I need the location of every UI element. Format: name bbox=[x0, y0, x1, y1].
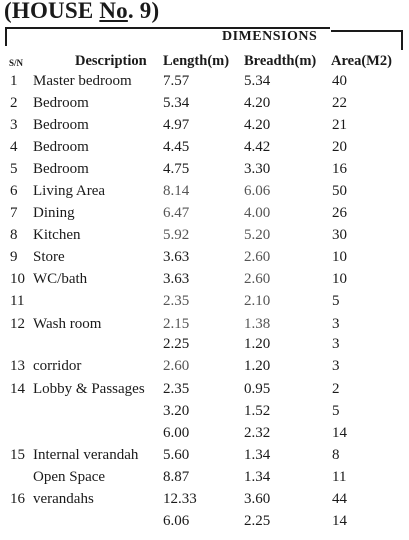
cell-length: 5.34 bbox=[163, 95, 190, 111]
table-row bbox=[0, 117, 409, 139]
table-row bbox=[0, 316, 409, 338]
table-row bbox=[0, 139, 409, 161]
cell-length: 8.14 bbox=[163, 183, 190, 199]
cell-sn: 14 bbox=[10, 381, 25, 397]
cell-length: 4.75 bbox=[163, 161, 190, 177]
cell-breadth: 2.60 bbox=[244, 249, 271, 265]
cell-length: 2.35 bbox=[163, 381, 190, 397]
cell-area: 3 bbox=[332, 316, 340, 332]
cell-description: corridor bbox=[33, 358, 82, 374]
cell-area: 22 bbox=[332, 95, 347, 111]
cell-length: 3.20 bbox=[163, 403, 190, 419]
cell-sn: 5 bbox=[10, 161, 18, 177]
cell-description: Internal verandah bbox=[33, 447, 139, 463]
cell-breadth: 1.52 bbox=[244, 403, 271, 419]
dimensions-group-header: DIMENSIONS bbox=[222, 29, 318, 44]
cell-description: Store bbox=[33, 249, 65, 265]
cell-length: 2.25 bbox=[163, 336, 190, 352]
table-row bbox=[0, 403, 409, 425]
cell-breadth: 3.60 bbox=[244, 491, 271, 507]
cell-area: 5 bbox=[332, 403, 340, 419]
table-row bbox=[0, 491, 409, 513]
cell-breadth: 2.60 bbox=[244, 271, 271, 287]
cell-description: Bedroom bbox=[33, 139, 89, 155]
cell-breadth: 1.20 bbox=[244, 336, 271, 352]
cell-sn: 3 bbox=[10, 117, 18, 133]
cell-sn: 12 bbox=[10, 316, 25, 332]
cell-description: Dining bbox=[33, 205, 75, 221]
title-prefix: (HOUSE bbox=[4, 0, 100, 23]
cell-breadth: 4.20 bbox=[244, 117, 271, 133]
cell-length: 5.92 bbox=[163, 227, 190, 243]
cell-description: Kitchen bbox=[33, 227, 81, 243]
cell-sn: 1 bbox=[10, 73, 18, 89]
dimensions-right-bracket bbox=[401, 30, 403, 50]
cell-area: 3 bbox=[332, 358, 340, 374]
table-row bbox=[0, 227, 409, 249]
cell-area: 20 bbox=[332, 139, 347, 155]
title-suffix: . 9) bbox=[127, 0, 160, 23]
cell-description: Lobby & Passages bbox=[33, 381, 145, 397]
cell-length: 4.97 bbox=[163, 117, 190, 133]
cell-area: 14 bbox=[332, 513, 347, 529]
cell-area: 21 bbox=[332, 117, 347, 133]
cell-sn: 15 bbox=[10, 447, 25, 463]
cell-sn: 8 bbox=[10, 227, 18, 243]
table-row bbox=[0, 358, 409, 380]
cell-length: 6.47 bbox=[163, 205, 190, 221]
table-row bbox=[0, 425, 409, 447]
cell-length: 8.87 bbox=[163, 469, 190, 485]
cell-description: Master bedroom bbox=[33, 73, 132, 89]
cell-length: 6.00 bbox=[163, 425, 190, 441]
dimensions-top-rule bbox=[331, 30, 402, 32]
cell-sn: 6 bbox=[10, 183, 18, 199]
cell-area: 11 bbox=[332, 469, 347, 485]
table-row bbox=[0, 293, 409, 315]
cell-sn: 13 bbox=[10, 358, 25, 374]
cell-sn: 16 bbox=[10, 491, 25, 507]
cell-area: 44 bbox=[332, 491, 347, 507]
cell-sn: 2 bbox=[10, 95, 18, 111]
cell-breadth: 1.20 bbox=[244, 358, 271, 374]
cell-breadth: 1.34 bbox=[244, 469, 271, 485]
table-row bbox=[0, 95, 409, 117]
cell-length: 6.06 bbox=[163, 513, 190, 529]
cell-length: 7.57 bbox=[163, 73, 190, 89]
cell-area: 10 bbox=[332, 271, 347, 287]
header-description: Description bbox=[75, 53, 147, 69]
table-row bbox=[0, 161, 409, 183]
cell-breadth: 0.95 bbox=[244, 381, 271, 397]
title-number-abbrev: No bbox=[99, 0, 128, 23]
cell-sn: 10 bbox=[10, 271, 25, 287]
cell-breadth: 2.25 bbox=[244, 513, 271, 529]
cell-sn: 9 bbox=[10, 249, 18, 265]
cell-length: 2.15 bbox=[163, 316, 190, 332]
cell-area: 26 bbox=[332, 205, 347, 221]
cell-length: 3.63 bbox=[163, 271, 190, 287]
table-row bbox=[0, 249, 409, 271]
cell-breadth: 5.34 bbox=[244, 73, 271, 89]
table-row bbox=[0, 205, 409, 227]
header-area: Area(M2) bbox=[331, 53, 392, 69]
table-row bbox=[0, 73, 409, 95]
cell-length: 3.63 bbox=[163, 249, 190, 265]
table-row bbox=[0, 447, 409, 469]
cell-length: 4.45 bbox=[163, 139, 190, 155]
cell-breadth: 4.42 bbox=[244, 139, 271, 155]
cell-area: 30 bbox=[332, 227, 347, 243]
cell-sn: 11 bbox=[10, 293, 25, 309]
cell-sn: 7 bbox=[10, 205, 18, 221]
header-sn: S/N bbox=[9, 58, 24, 68]
cell-area: 8 bbox=[332, 447, 340, 463]
cell-length: 5.60 bbox=[163, 447, 190, 463]
cell-description: Bedroom bbox=[33, 95, 89, 111]
cell-breadth: 1.34 bbox=[244, 447, 271, 463]
cell-breadth: 2.10 bbox=[244, 293, 271, 309]
cell-description: Open Space bbox=[33, 469, 106, 485]
cell-description: verandahs bbox=[33, 491, 94, 507]
table-row bbox=[0, 183, 409, 205]
cell-description: Living Area bbox=[33, 183, 106, 199]
left-bracket bbox=[5, 27, 7, 46]
cell-sn: 4 bbox=[10, 139, 18, 155]
table-row bbox=[0, 336, 409, 358]
cell-length: 2.60 bbox=[163, 358, 190, 374]
cell-area: 40 bbox=[332, 73, 347, 89]
cell-area: 5 bbox=[332, 293, 340, 309]
cell-area: 16 bbox=[332, 161, 347, 177]
table-row bbox=[0, 513, 409, 535]
cell-length: 2.35 bbox=[163, 293, 190, 309]
cell-length: 12.33 bbox=[163, 491, 197, 507]
cell-area: 3 bbox=[332, 336, 340, 352]
header-length: Length(m) bbox=[163, 53, 230, 69]
cell-area: 14 bbox=[332, 425, 347, 441]
table-row bbox=[0, 469, 409, 491]
cell-description: Wash room bbox=[33, 316, 102, 332]
table-row bbox=[0, 381, 409, 403]
cell-description: WC/bath bbox=[33, 271, 88, 287]
cell-description: Bedroom bbox=[33, 161, 89, 177]
document-title bbox=[4, 0, 159, 24]
cell-area: 10 bbox=[332, 249, 347, 265]
cell-breadth: 3.30 bbox=[244, 161, 271, 177]
cell-area: 2 bbox=[332, 381, 340, 397]
cell-breadth: 4.00 bbox=[244, 205, 271, 221]
cell-breadth: 6.06 bbox=[244, 183, 271, 199]
cell-breadth: 4.20 bbox=[244, 95, 271, 111]
cell-breadth: 2.32 bbox=[244, 425, 271, 441]
header-breadth: Breadth(m) bbox=[244, 53, 317, 69]
cell-description: Bedroom bbox=[33, 117, 89, 133]
cell-area: 50 bbox=[332, 183, 347, 199]
table-row bbox=[0, 271, 409, 293]
cell-breadth: 1.38 bbox=[244, 316, 271, 332]
cell-breadth: 5.20 bbox=[244, 227, 271, 243]
